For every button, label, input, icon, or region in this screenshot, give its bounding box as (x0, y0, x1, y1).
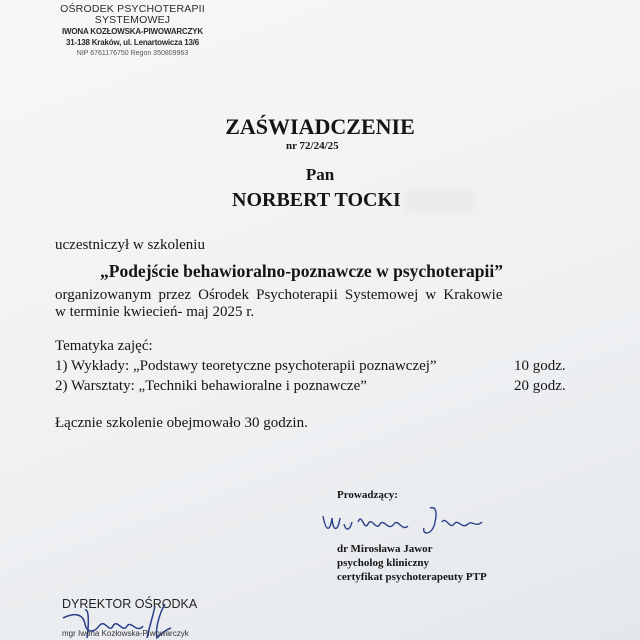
stamp-line: SYSTEMOWEJ (94, 14, 171, 26)
recipient-name: NORBERT TOCKI (232, 189, 401, 211)
topic-hours: 10 godz. (514, 358, 566, 374)
stamp-line: IWONA KOZŁOWSKA-PIWOWARCZYK (62, 27, 203, 36)
topic-hours: 20 godz. (514, 378, 566, 394)
stamp-line: NIP 6761176750 Regon 350809963 (76, 50, 189, 57)
instructor-label: Prowadzący: (337, 489, 398, 501)
organizer-text: organizowanym przez Ośrodek Psychoterapii Systemowej w Krakowie (55, 287, 503, 303)
organization-stamp (30, 4, 235, 59)
document-title: ZAŚWIADCZENIE (225, 114, 415, 139)
total-hours: Łącznie szkolenie obejmowało 30 godzin. (55, 415, 308, 431)
director-label: DYREKTOR OŚRODKA (62, 597, 198, 611)
date-text: w terminie kwiecień- maj 2025 r. (55, 304, 255, 320)
instructor-name: dr Mirosława Jawor (337, 543, 433, 555)
instructor-certificate: certyfikat psychoterapeuty PTP (337, 571, 487, 583)
certificate-number: nr 72/24/25 (286, 140, 339, 152)
redacted-area (405, 190, 475, 212)
intro-text: uczestniczył w szkoleniu (55, 237, 205, 253)
stamp-line: 31-138 Kraków, ul. Lenartowicza 13/6 (65, 38, 199, 47)
topic-item: 2) Warsztaty: „Techniki behawioralne i poznawcze” (55, 378, 367, 394)
stamp-line: OŚRODEK PSYCHOTERAPII (60, 3, 205, 15)
director-name: mgr Iwona Kozłowska-Piwowarczyk (62, 629, 189, 638)
topics-label: Tematyka zajęć: (55, 338, 153, 354)
salutation: Pan (305, 165, 335, 184)
course-title: „Podejście behawioralno-poznawcze w psychoterapii” (100, 261, 503, 281)
topic-item: 1) Wykłady: „Podstawy teoretyczne psychoterapii poznawczej” (55, 358, 437, 374)
instructor-signature (318, 502, 493, 538)
instructor-role: psycholog kliniczny (337, 557, 429, 569)
